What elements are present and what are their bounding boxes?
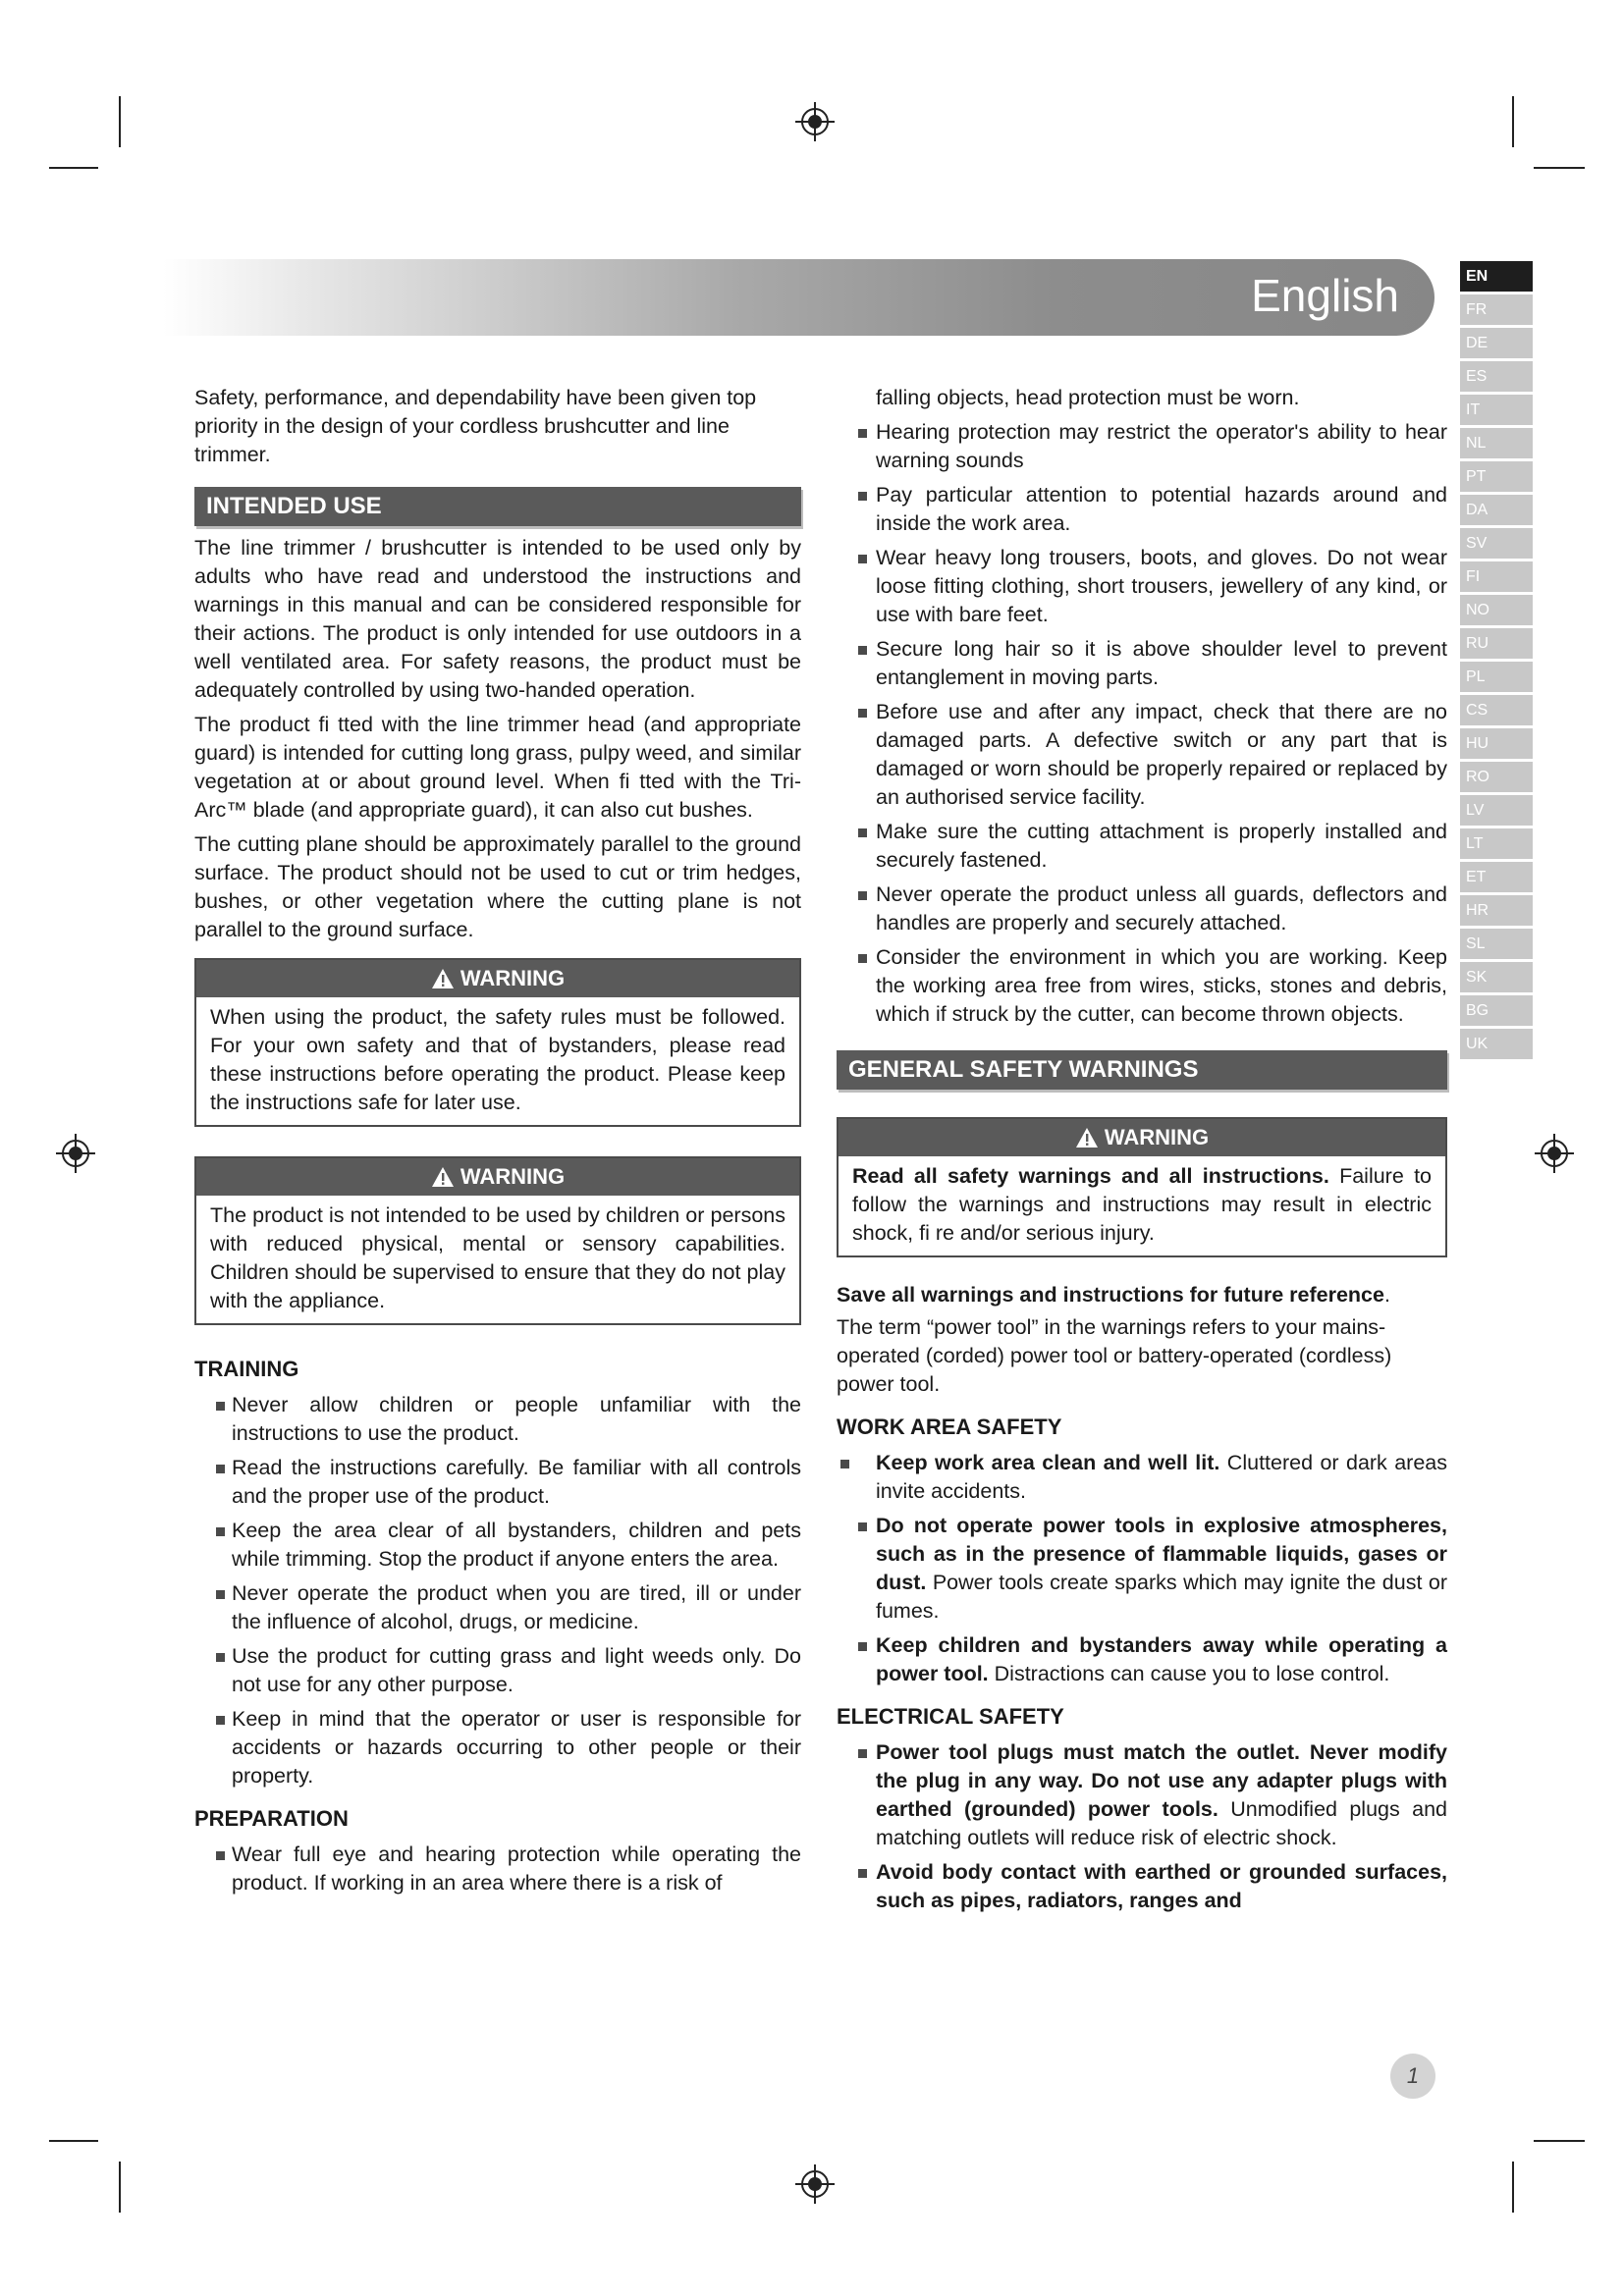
list-item — [194, 1454, 801, 1511]
list-item — [194, 1579, 801, 1636]
crop-mark — [49, 167, 98, 169]
list-item — [837, 544, 1447, 629]
warning-triangle-icon — [1075, 1127, 1099, 1148]
warning-box — [194, 1156, 801, 1325]
warning-bold-text: Read all safety warnings and all instructions. — [852, 1164, 1329, 1188]
lang-tab-da[interactable]: DA — [1460, 495, 1533, 525]
registration-mark-icon — [56, 1134, 95, 1173]
list-item-bold: Do not operate power tools in explosive atmospheres, such as in the presence of flammable liquids, gases or dust. — [876, 1514, 1447, 1594]
bullet-icon — [858, 1642, 867, 1651]
intro-paragraph: Safety, performance, and dependability have been given top priority in the design of your cordless brushcutter and line trimmer. — [194, 386, 757, 466]
electrical-list — [837, 1738, 1447, 1915]
list-item-text: Before use and after any impact, check that there are no damaged parts. A defective switch or any part that is damaged or worn should be properly repaired or replaced by an authorised service facility. — [876, 700, 1447, 809]
lang-tab-pl[interactable]: PL — [1460, 662, 1533, 692]
header-band — [163, 259, 1435, 336]
page-title: English — [1251, 270, 1399, 321]
bullet-icon — [858, 646, 867, 655]
lang-tab-uk[interactable]: UK — [1460, 1029, 1533, 1059]
warning-text: The product is not intended to be used by children or persons with reduced physical, mental or sensory capabilities. Children should be supervised to ensure that they do not play with the appliance. — [210, 1203, 785, 1312]
list-item-bold: Avoid body contact with earthed or grounded surfaces, such as pipes, radiators, ranges and — [876, 1860, 1447, 1912]
list-item-text: Read the instructions carefully. Be familiar with all controls and the proper use of the product. — [232, 1456, 801, 1508]
list-item-bold: Keep children and bystanders away while operating a power tool. — [876, 1633, 1447, 1685]
lang-tab-es[interactable]: ES — [1460, 361, 1533, 392]
lang-tab-hr[interactable]: HR — [1460, 895, 1533, 926]
warning-box — [194, 958, 801, 1127]
crop-mark — [1512, 96, 1514, 147]
registration-mark-icon — [795, 2164, 835, 2204]
lang-tab-lv[interactable]: LV — [1460, 795, 1533, 826]
list-item-text: Keep in mind that the operator or user is responsible for accidents or hazards occurring to other people or their property. — [232, 1707, 801, 1788]
list-item-text: Distractions can cause you to lose control. — [988, 1662, 1390, 1685]
bullet-icon — [858, 555, 867, 563]
preparation-list — [194, 1841, 801, 1897]
warning-text: When using the product, the safety rules must be followed. For your own safety and that of bystanders, please read these instructions before operating the product. Please keep the instructions safe for later use. — [210, 1005, 785, 1114]
lang-tab-en[interactable]: EN — [1460, 261, 1533, 292]
lang-tab-it[interactable]: IT — [1460, 395, 1533, 425]
lang-tab-sv[interactable]: SV — [1460, 528, 1533, 559]
bullet-icon — [858, 954, 867, 963]
lang-tab-et[interactable]: ET — [1460, 862, 1533, 892]
list-item-text: Never operate the product unless all guards, deflectors and handles are properly and securely attached. — [876, 882, 1447, 934]
page-number: 1 — [1390, 2054, 1435, 2099]
save-instructions — [837, 1281, 1447, 1309]
warning-triangle-icon — [431, 1166, 455, 1188]
bullet-icon — [858, 828, 867, 837]
list-item-text: Cluttered or dark areas invite accidents. — [876, 1451, 1448, 1503]
bullet-icon — [858, 709, 867, 718]
warning-label: WARNING — [460, 1164, 566, 1189]
list-item — [837, 698, 1447, 812]
bullet-icon — [858, 492, 867, 501]
list-item — [837, 418, 1447, 475]
work-area-list — [837, 1449, 1447, 1688]
subheading-electrical-safety: ELECTRICAL SAFETY — [837, 1704, 1064, 1729]
crop-mark — [49, 2140, 98, 2142]
lang-tab-fi[interactable]: FI — [1460, 561, 1533, 592]
crop-mark — [1512, 2162, 1514, 2213]
bullet-icon — [858, 429, 867, 438]
continuation-text: falling objects, head protection must be worn. — [876, 386, 1300, 409]
list-item — [837, 943, 1447, 1029]
bullet-icon — [216, 1851, 225, 1860]
crop-mark — [1534, 167, 1585, 169]
bullet-icon — [216, 1402, 225, 1411]
warning-header — [839, 1119, 1445, 1156]
list-item-text: Never operate the product when you are tired, ill or under the influence of alcohol, drugs, or medicine. — [232, 1581, 801, 1633]
list-item — [837, 1738, 1447, 1852]
list-item — [194, 1841, 801, 1897]
list-item — [837, 1858, 1447, 1915]
list-item — [837, 481, 1447, 538]
bullet-icon — [840, 1460, 849, 1468]
crop-mark — [119, 96, 121, 147]
list-item — [194, 1391, 801, 1448]
bullet-icon — [216, 1590, 225, 1599]
lang-tab-hu[interactable]: HU — [1460, 728, 1533, 759]
bullet-icon — [216, 1465, 225, 1473]
lang-tab-bg[interactable]: BG — [1460, 995, 1533, 1026]
list-item — [837, 818, 1447, 875]
list-item-text: Wear heavy long trousers, boots, and gloves. Do not wear loose fitting clothing, short trousers, jewellery of any kind, or use with bare feet. — [876, 546, 1447, 626]
list-item-text: Wear full eye and hearing protection while operating the product. If working in an area where there is a risk of — [232, 1842, 801, 1895]
right-column — [837, 384, 1447, 1921]
list-item — [837, 1512, 1447, 1626]
list-item-bold: Keep work area clean and well lit. — [876, 1451, 1220, 1474]
list-item-text: Consider the environment in which you are working. Keep the working area free from wires, sticks, stones and debris, which if struck by the cutter, can become thrown objects. — [876, 945, 1447, 1026]
subheading-work-area-safety: WORK AREA SAFETY — [837, 1415, 1062, 1439]
bullet-icon — [858, 1749, 867, 1758]
lang-tab-nl[interactable]: NL — [1460, 428, 1533, 458]
list-item-text: Keep the area clear of all bystanders, children and pets while trimming. Stop the product if anyone enters the area. — [232, 1519, 801, 1571]
list-item — [194, 1705, 801, 1790]
save-instructions-bold: Save all warnings and instructions for future reference — [837, 1283, 1384, 1307]
list-item-text: Use the product for cutting grass and light weeds only. Do not use for any other purpose. — [232, 1644, 801, 1696]
lang-tab-fr[interactable]: FR — [1460, 294, 1533, 325]
lang-tab-ro[interactable]: RO — [1460, 762, 1533, 792]
list-item-text: Hearing protection may restrict the operator's ability to hear warning sounds — [876, 420, 1447, 472]
list-item — [837, 1449, 1447, 1506]
list-item-text: Never allow children or people unfamiliar with the instructions to use the product. — [232, 1393, 801, 1445]
list-item-text: Make sure the cutting attachment is properly installed and securely fastened. — [876, 820, 1447, 872]
registration-mark-icon — [795, 102, 835, 141]
crop-mark — [1534, 2140, 1585, 2142]
warning-label: WARNING — [460, 966, 566, 990]
list-item-text: Unmodified plugs and matching outlets will reduce risk of electric shock. — [876, 1797, 1447, 1849]
warning-label: WARNING — [1104, 1125, 1210, 1149]
intended-use-paragraph: The product fi tted with the line trimmer head (and appropriate guard) is intended for cutting long grass, pulpy weed, and similar vegetation at or about ground level. When fi tted with the Tri-Arc™ blade (and appropriate guard), it can also cut bushes. — [194, 713, 801, 822]
lang-tab-no[interactable]: NO — [1460, 595, 1533, 625]
list-item-bold: Power tool plugs must match the outlet. Never modify the plug in any way. Do not use any adapter plugs with earthed (grounded) power tools. — [876, 1740, 1447, 1821]
list-item — [194, 1517, 801, 1574]
warning-header — [196, 960, 799, 997]
left-column — [194, 384, 801, 1903]
intended-use-paragraph: The line trimmer / brushcutter is intended to be used only by adults who have read and understood the instructions and warnings in this manual and can be considered responsible for their actions. The product is only intended for use outdoors in a well ventilated area. For safety reasons, the product must be adequately controlled by using two-handed operation. — [194, 536, 801, 702]
bullet-icon — [216, 1653, 225, 1662]
bullet-icon — [216, 1716, 225, 1725]
subheading-preparation: PREPARATION — [194, 1806, 349, 1831]
lang-tab-ru[interactable]: RU — [1460, 628, 1533, 659]
subheading-training: TRAINING — [194, 1357, 299, 1381]
bullet-icon — [858, 1869, 867, 1878]
warning-box — [837, 1117, 1447, 1257]
list-item-text: Power tools create sparks which may ignite the dust or fumes. — [876, 1571, 1447, 1623]
bullet-icon — [216, 1527, 225, 1536]
crop-mark — [119, 2162, 121, 2213]
lang-tab-cs[interactable]: CS — [1460, 695, 1533, 725]
save-instructions-end: . — [1383, 1283, 1390, 1307]
lang-tab-sk[interactable]: SK — [1460, 962, 1533, 992]
list-item — [837, 635, 1447, 692]
training-list — [194, 1391, 801, 1790]
section-heading-general-safety: GENERAL SAFETY WARNINGS — [837, 1050, 1447, 1090]
list-item — [837, 881, 1447, 937]
list-item — [194, 1642, 801, 1699]
registration-mark-icon — [1535, 1134, 1574, 1173]
bullet-icon — [858, 891, 867, 900]
bullet-icon — [858, 1522, 867, 1531]
warning-normal-text: Failure to follow the warnings and instructions may result in electric shock, fi re and/or serious injury. — [852, 1164, 1432, 1245]
list-item — [837, 1631, 1447, 1688]
lang-tab-sl[interactable]: SL — [1460, 929, 1533, 959]
list-item-text: Pay particular attention to potential hazards around and inside the work area. — [876, 483, 1447, 535]
lang-tab-de[interactable]: DE — [1460, 328, 1533, 358]
intended-use-paragraph: The cutting plane should be approximately parallel to the ground surface. The product should not be used to cut or trim hedges, bushes, or other vegetation where the cutting plane is not parallel to the ground surface. — [194, 832, 801, 941]
section-heading-intended-use: INTENDED USE — [194, 487, 801, 526]
warning-header — [196, 1158, 799, 1196]
warning-text — [839, 1156, 1445, 1255]
lang-tab-pt[interactable]: PT — [1460, 461, 1533, 492]
list-item-text: Secure long hair so it is above shoulder level to prevent entanglement in moving parts. — [876, 637, 1447, 689]
language-tabs — [1460, 261, 1533, 1062]
warning-triangle-icon — [431, 968, 455, 989]
lang-tab-lt[interactable]: LT — [1460, 828, 1533, 859]
power-tool-term-paragraph: The term “power tool” in the warnings refers to your mains-operated (corded) power tool or battery-operated (cordless) power tool. — [837, 1315, 1392, 1396]
preparation-list-continued — [837, 418, 1447, 1029]
